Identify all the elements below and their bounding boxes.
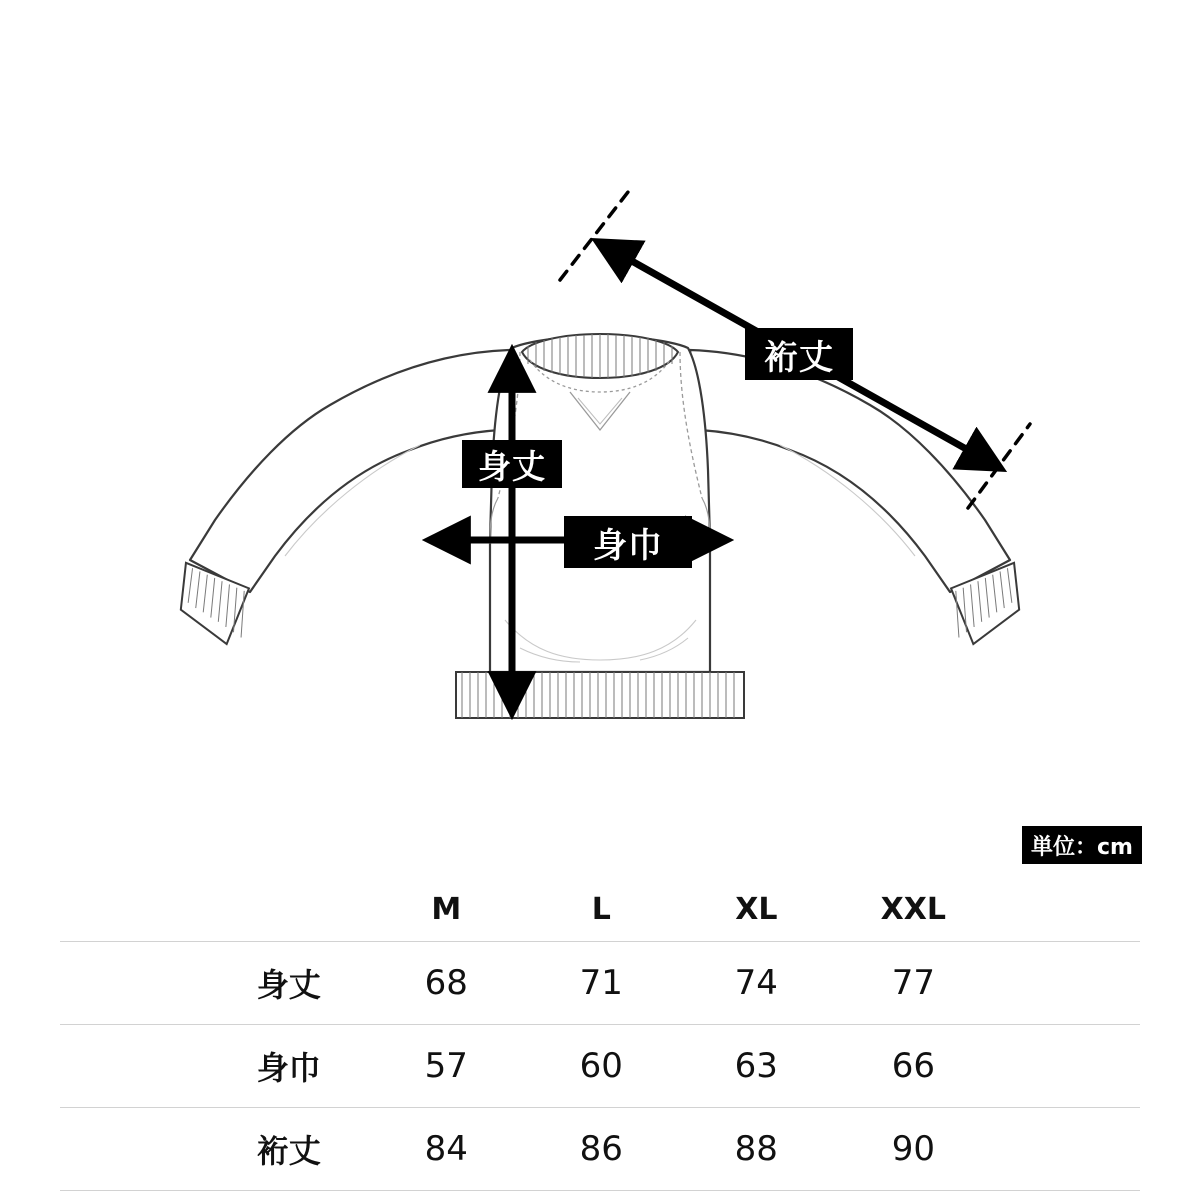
callout-body-width: 身巾: [564, 516, 692, 568]
cell-body-length-spacer: [993, 942, 1140, 1025]
cell-body-length-l: 71: [524, 942, 679, 1025]
unit-badge: 単位：cm: [1022, 826, 1142, 864]
table-row: [60, 942, 1140, 1025]
size-header-xxl: XXL: [880, 892, 947, 927]
cell-body-length-xxl: 77: [834, 942, 993, 1025]
row-label-body-length: 身丈: [60, 942, 369, 1025]
size-header-m: M: [431, 892, 462, 927]
size-header-l: L: [591, 892, 611, 927]
callout-body-length: 身丈: [462, 440, 562, 488]
cell-sleeve-length-m: 84: [369, 1108, 524, 1191]
cell-body-length-m: 68: [369, 942, 524, 1025]
cell-body-width-xl: 63: [679, 1025, 834, 1108]
cell-body-width-xxl: 66: [834, 1025, 993, 1108]
cell-body-width-l: 60: [524, 1025, 679, 1108]
size-chart-body: [60, 942, 1140, 1191]
cell-sleeve-length-xxl: 90: [834, 1108, 993, 1191]
size-chart-table: [60, 884, 1140, 1191]
callout-sleeve-length: 裄丈: [745, 328, 853, 380]
size-header-spacer: [993, 884, 1140, 942]
sweatshirt-outline: [190, 337, 1010, 673]
table-row: [60, 1025, 1140, 1108]
bottom-rib: [456, 672, 744, 718]
size-chart-head: [60, 884, 1140, 942]
row-label-body-width: 身巾: [60, 1025, 369, 1108]
size-chart-header-row: [60, 884, 1140, 942]
row-label-sleeve-length: 裄丈: [60, 1108, 369, 1191]
cell-body-length-xl: 74: [679, 942, 834, 1025]
cell-sleeve-length-spacer: [993, 1108, 1140, 1191]
cell-body-width-m: 57: [369, 1025, 524, 1108]
cell-sleeve-length-l: 86: [524, 1108, 679, 1191]
table-row: [60, 1108, 1140, 1191]
cell-sleeve-length-xl: 88: [679, 1108, 834, 1191]
table-corner-cell: [60, 884, 369, 942]
size-header-xl: XL: [735, 892, 778, 927]
cell-body-width-spacer: [993, 1025, 1140, 1108]
